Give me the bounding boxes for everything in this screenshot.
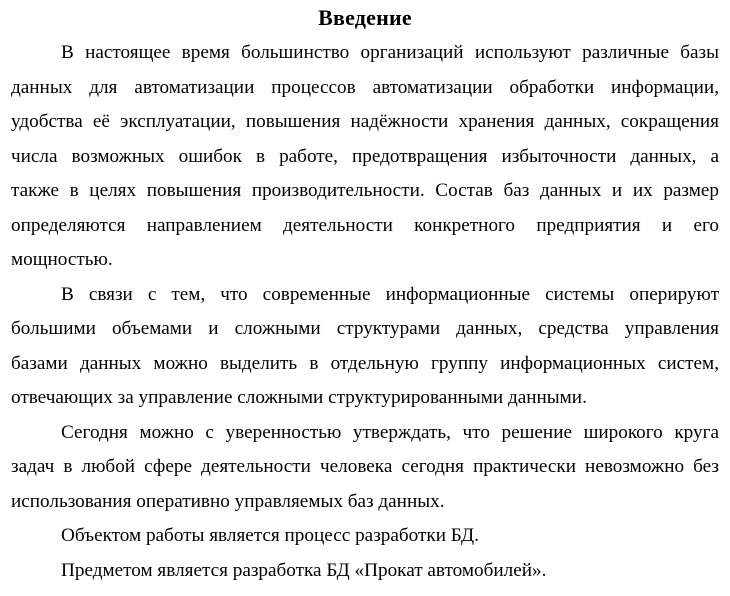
paragraph-line: базами данных можно выделить в отдельную группу информационных систем, (11, 352, 719, 374)
paragraph-line: отвечающих за управление сложными структурированными данными. (11, 387, 587, 408)
paragraph-line: данных для автоматизации процессов автоматизации обработки информации, (11, 76, 719, 98)
paragraph-line: числа возможных ошибок в работе, предотвращения избыточности данных, а (11, 145, 719, 167)
page-title: Введение (318, 5, 412, 30)
paragraph-line: Сегодня можно с уверенностью утверждать, что решение широкого круга (61, 421, 719, 443)
paragraph-line: В настоящее время большинство организаций используют различные базы (61, 42, 719, 63)
paragraph-line: также в целях повышения производительности. Состав баз данных и их размер (11, 180, 719, 201)
paragraph-line: удобства её эксплуатации, повышения надёжности хранения данных, сокращения (11, 111, 719, 132)
paragraph-line: задач в любой сфере деятельности человека сегодня практически невозможно без (11, 456, 719, 477)
paragraph-line: В связи с тем, что современные информационные системы оперируют (61, 283, 719, 305)
document-page (11, 0, 719, 588)
paragraph-1 (11, 36, 719, 278)
paragraph-3 (11, 416, 719, 520)
paragraph-line: определяются направлением деятельности конкретного предприятия и его (11, 214, 719, 236)
subject-of-work-line: Предметом является разработка БД «Прокат автомобилей». (61, 559, 547, 581)
paragraph-line: мощностью. (11, 249, 113, 270)
object-of-work-line: Объектом работы является процесс разработки БД. (61, 525, 479, 546)
paragraph-2 (11, 278, 719, 416)
paragraph-line: использования оперативно управляемых баз данных. (11, 490, 445, 512)
paragraph-line: большими объемами и сложными структурами данных, средства управления (11, 318, 719, 339)
